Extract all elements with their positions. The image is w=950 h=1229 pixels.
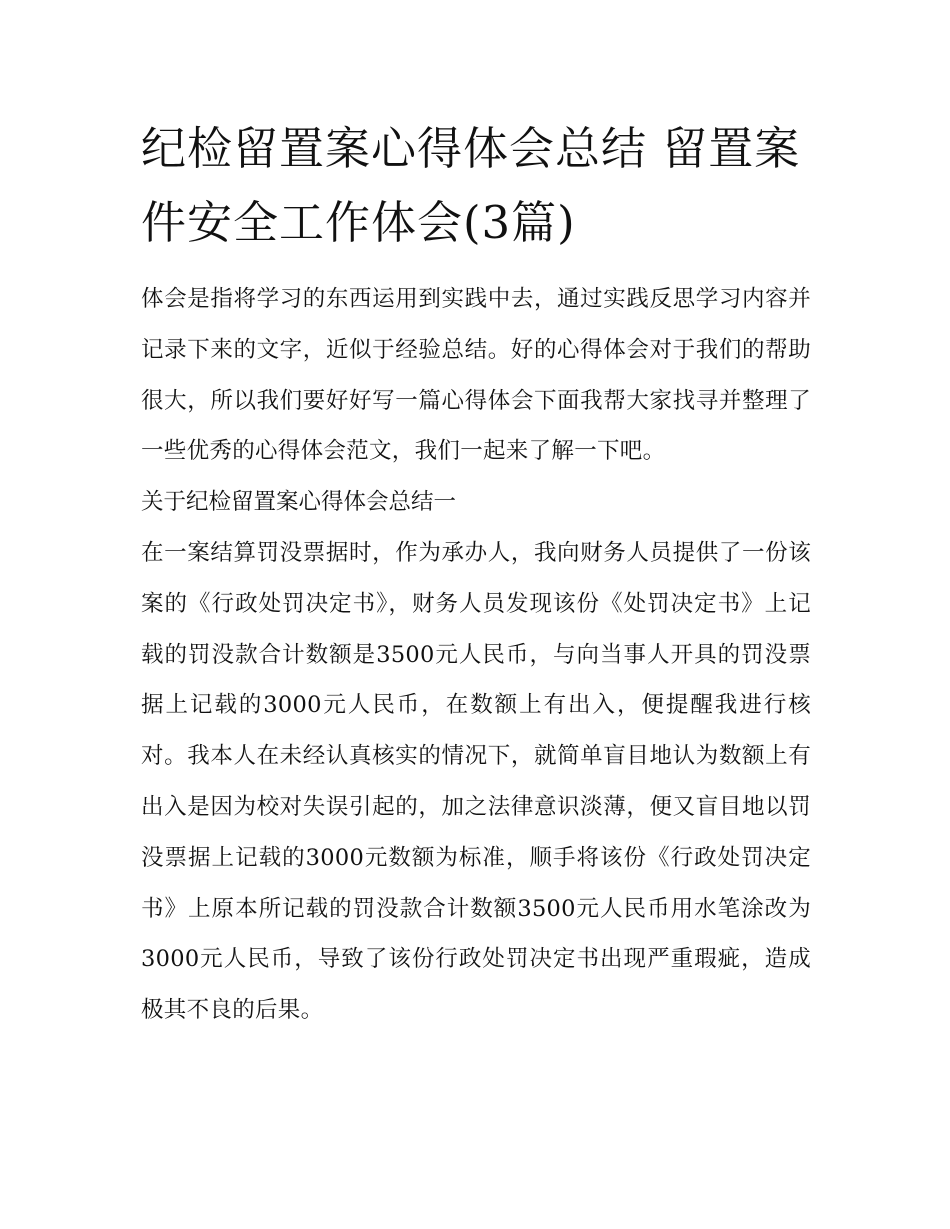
document-title: 纪检留置案心得体会总结 留置案件安全工作体会(3篇) <box>141 122 801 249</box>
body-paragraph: 在一案结算罚没票据时，作为承办人，我向财务人员提供了一份该案的《行政处罚决定书》，财务人员发现该份《处罚决定书》上记载的罚没款合计数额是3500元人民币，与向当事人开具的罚没票据上记载的3000元人民币，在数额上有出入，便提醒我进行核对。我本人在未经认真核实的情况下，就简单盲目地认为数额上有出入是因为校对失误引起的，加之法律意识淡薄，便又盲目地以罚没票据上记载的3000元数额为标准，顺手将该份《行政处罚决定书》上原本所记载的罚没款合计数额3500元人民币用水笔涂改为3000元人民币，导致了该份行政处罚决定书出现严重瑕疵，造成极其不良的后果。 <box>141 539 811 1024</box>
document-content <box>141 112 811 1036</box>
intro-paragraph: 体会是指将学习的东西运用到实践中去，通过实践反思学习内容并记录下来的文字，近似于经验总结。好的心得体会对于我们的帮助很大，所以我们要好好写一篇心得体会下面我帮大家找寻并整理了一些优秀的心得体会范文，我们一起来了解一下吧。 <box>141 286 811 465</box>
section-heading: 关于纪检留置案心得体会总结一 <box>141 489 457 516</box>
